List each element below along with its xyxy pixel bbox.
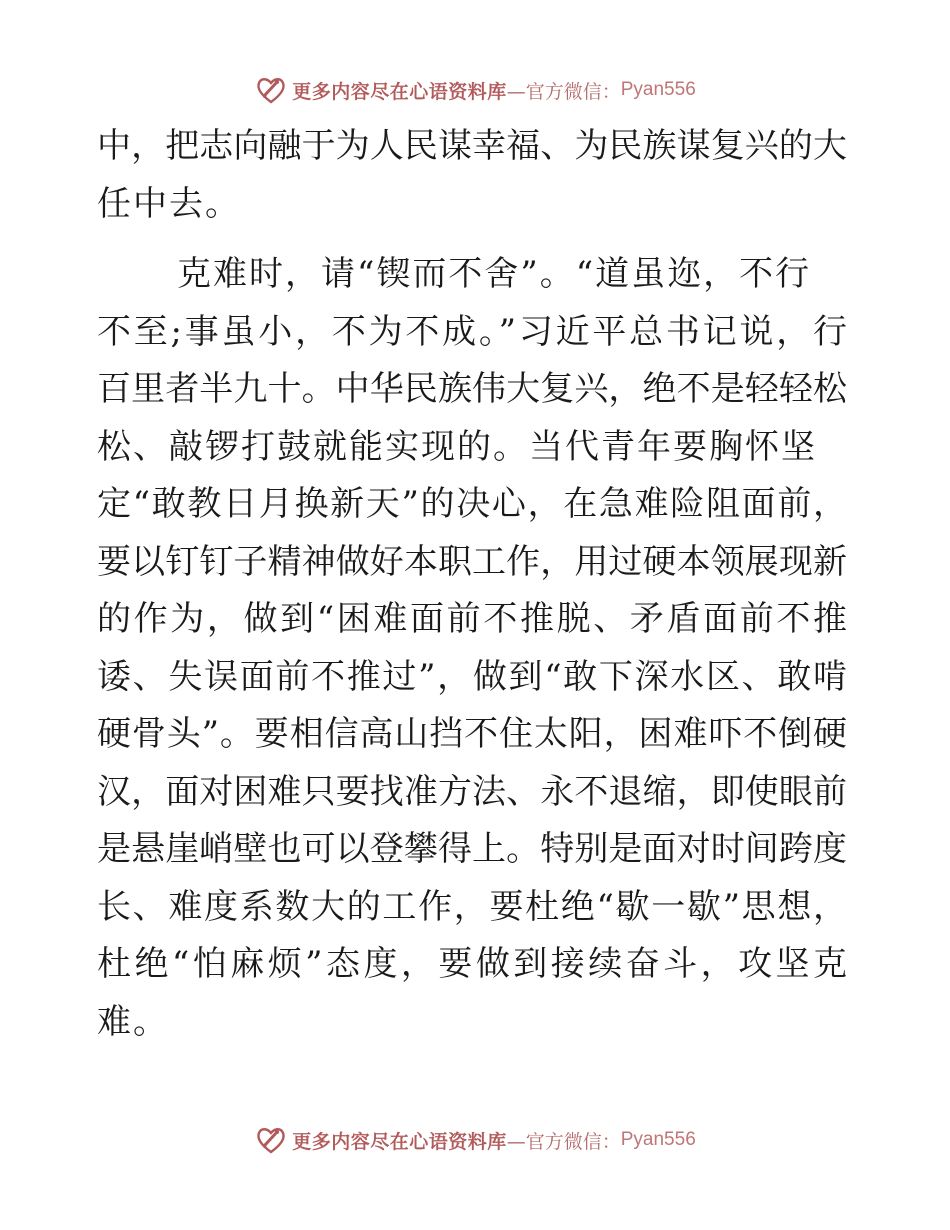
text-line: 松、敲锣打鼓就能实现的。当代青年要胸怀坚 [97,426,817,467]
text-line: 百里者半九十。中华民族伟大复兴，绝不是轻轻松 [97,369,847,409]
text-line: 任中去。 [97,183,241,224]
heart-pen-icon [254,73,288,107]
text-line: 是悬崖峭壁也可以登攀得上。特别是面对时间跨度 [97,829,847,869]
header-watermark [0,70,950,110]
watermark-account: Pyan556 [620,1129,696,1150]
text-line: 长、难度系数大的工作，要杜绝“歇一歇”思想， [97,886,847,927]
text-line: 硬骨头”。要相信高山挡不住太阳，困难吓不倒硬 [97,714,847,754]
text-line: 汉，面对困难只要找准方法、永不退缩，即使眼前 [97,771,847,812]
document-body [97,118,847,1051]
text-line: 难。 [97,1001,169,1042]
watermark-separator: —官方微信： [506,80,621,103]
text-line: 要以钉钉子精神做好本职工作，用过硬本领展现新 [97,541,847,582]
paragraph-1 [97,118,847,233]
text-line: 杜绝“怕麻烦”态度，要做到接续奋斗，攻坚克 [97,944,847,984]
text-line: 诿、失误面前不推过”，做到“敢下深水区、敢啃 [97,656,847,697]
text-line: 中，把志向融于为人民谋幸福、为民族谋复兴的大 [97,126,847,166]
footer-watermark [0,1120,950,1160]
text-line: 的作为，做到“困难面前不推脱、矛盾面前不推 [97,599,847,639]
text-line: 定“敢教日月换新天”的决心，在急难险阻面前， [97,484,847,524]
watermark-account: Pyan556 [620,79,696,100]
watermark-main-text: 更多内容尽在心语资料库 [292,80,507,103]
heart-pen-icon [254,1123,288,1157]
text-line: 克难时，请“锲而不舍”。“道虽迩，不行 [177,254,812,294]
watermark-main-text: 更多内容尽在心语资料库 [292,1130,507,1153]
text-line: 不至;事虽小，不为不成。”习近平总书记说，行 [97,311,847,352]
watermark-separator: —官方微信： [506,1130,621,1153]
paragraph-2 [97,246,847,1051]
